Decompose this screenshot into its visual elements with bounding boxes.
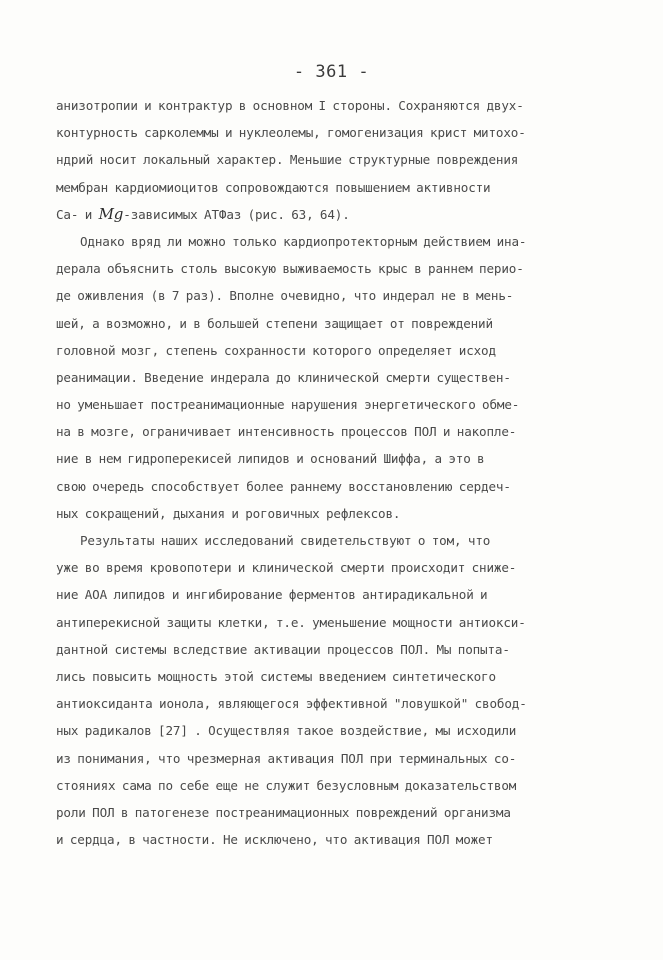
text-line: ных радикалов [27] . Осуществляя такое воздействие, мы исходили	[56, 723, 517, 739]
body-text	[56, 92, 616, 853]
text-line: лись повысить мощность этой системы введением синтетического	[56, 668, 496, 684]
page-number: - 361 -	[293, 62, 370, 82]
text-line: реанимации. Введение индерала до клинической смерти существен-	[56, 369, 511, 385]
text-line: уже во время кровопотери и клинической смерти происходит сниже-	[56, 560, 517, 576]
text-line: дерала объяснить столь высокую выживаемость крыс в раннем перио-	[56, 261, 524, 277]
text-line: контурность сарколеммы и нуклеолемы, гомогенизация крист митохо-	[56, 125, 526, 141]
text-line: мембран кардиомиоцитов сопровождаются повышением активности	[56, 179, 491, 195]
text-line: анизотропии и контрактур в основном I стороны. Сохраняются двух-	[56, 98, 524, 113]
text-line: ние в нем гидроперекисей липидов и оснований Шиффа, а это в	[56, 451, 485, 467]
text-line: роли ПОЛ в патогенезе постреанимационных повреждений организма	[56, 804, 511, 820]
text-line: и сердца, в частности. Не исключено, что активация ПОЛ может	[56, 832, 493, 848]
paragraph-first-line: Однако вряд ли можно только кардиопротекторным действием ина-	[80, 233, 527, 249]
text-line: шей, а возможно, и в большей степени защищает от повреждений	[56, 315, 493, 331]
text-line: антиоксиданта ионола, являющегося эффективной "ловушкой" свобод-	[56, 696, 527, 712]
text-line: ндрий носит локальный характер. Меньшие структурные повреждения	[56, 152, 519, 168]
text-line: ных сокращений, дыхания и роговичных рефлексов.	[56, 505, 401, 521]
text-line: дантной системы вследствие активации процессов ПОЛ. Мы попыта-	[56, 641, 510, 657]
text-segment: Ca- и	[56, 206, 99, 222]
text-line: из понимания, что чрезмерная активация ПОЛ при терминальных со-	[56, 750, 517, 766]
text-line: но уменьшает постреанимационные нарушения энергетического обме-	[56, 397, 520, 413]
text-line: свою очередь способствует более раннему восстановлению сердеч-	[56, 478, 511, 494]
text-line: головной мозг, степень сохранности которого определяет исход	[56, 342, 496, 358]
text-segment: -зависимых АТФаз (рис. 63, 64).	[123, 206, 350, 222]
paragraph-first-line: Результаты наших исследований свидетельствуют о том, что	[80, 533, 491, 548]
text-line: ние АОА липидов и ингибирование ферментов антирадикальной и	[56, 587, 488, 603]
handwritten-mg: Mg	[98, 204, 124, 223]
text-line: антиперекисной защиты клетки, т.е. уменьшение мощности антиокси-	[56, 614, 526, 630]
text-line	[56, 201, 616, 228]
text-line: де оживления (в 7 раз). Вполне очевидно, что индерал не в мень-	[56, 288, 514, 304]
text-line: на в мозге, ограничивает интенсивность процессов ПОЛ и накопле-	[56, 424, 517, 440]
text-line: стояниях сама по себе еще не служит безусловным доказательством	[56, 777, 517, 793]
